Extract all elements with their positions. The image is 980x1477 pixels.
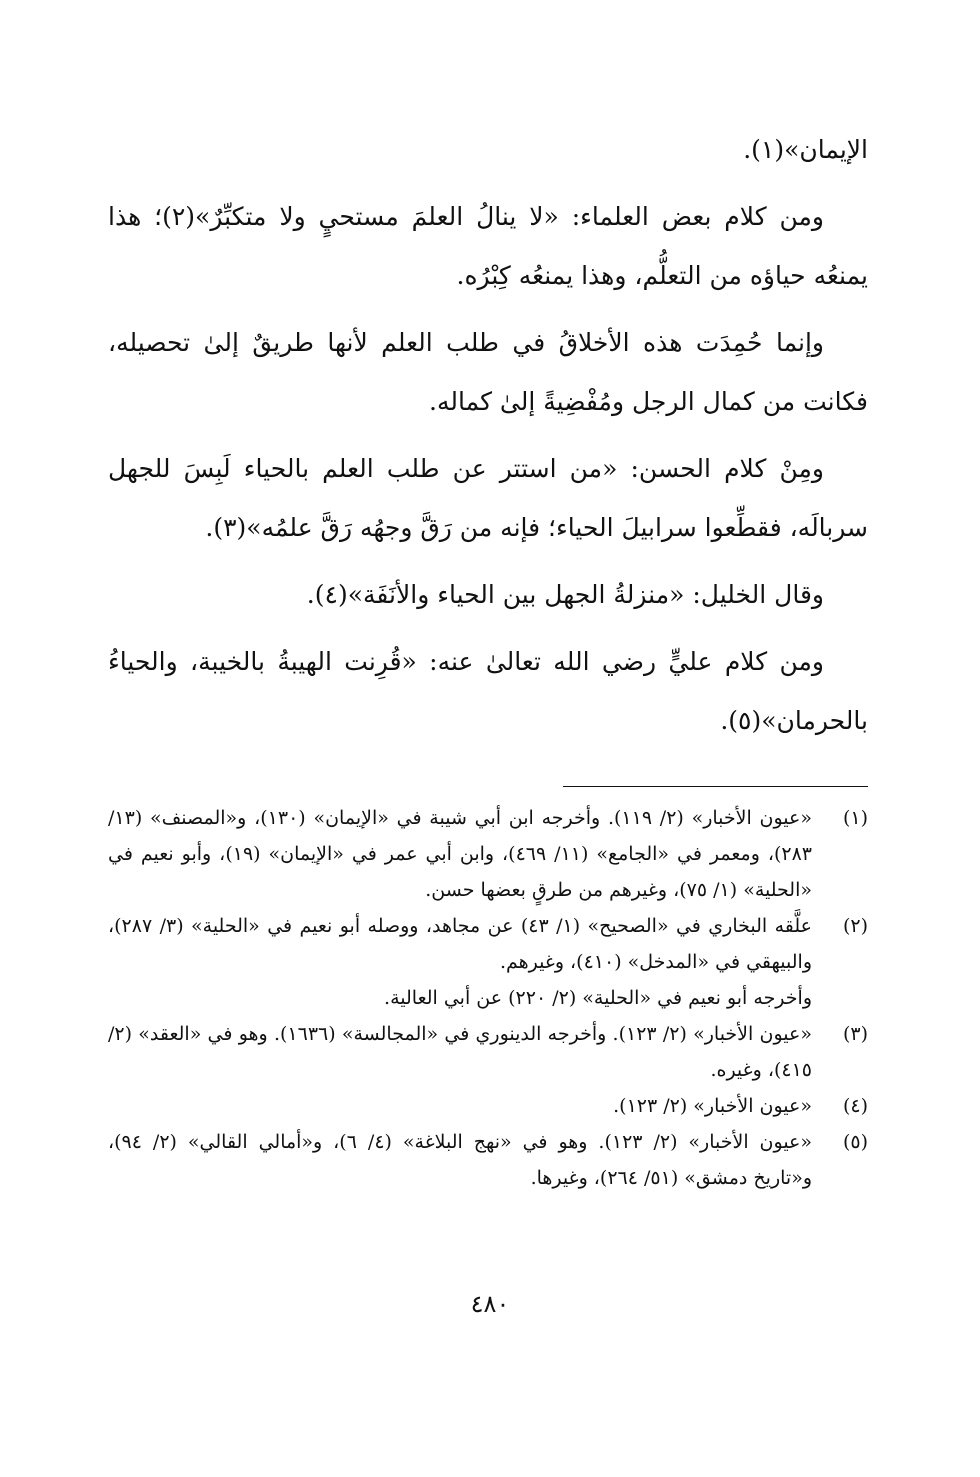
footnote-number: (٥) <box>842 1131 868 1153</box>
paragraph: ومن كلام عليٍّ رضي الله تعالىٰ عنه: «قُرِنت الهيبةُ بالخيبة، والحياءُ بالحرمان»(٥). <box>108 647 868 735</box>
footnote-line: «عيون الأخبار» (٢/ ١١٩). وأخرجه ابن أبي شيبة في «الإيمان» (١٣٠)، و«المصنف» (١٣/ ٢٨٣)، ومعمر في «الجامع» (١١/ ٤٦٩)، وابن أبي عمر في «الإيمان» (١٩)، وأبو نعيم في «الحلية» (١/ ٧٥)، وغيرهم من طرقٍ بعضها حسن. <box>108 807 813 901</box>
footnote-number: (٢) <box>842 915 868 937</box>
footnote-number: (٤) <box>842 1095 868 1117</box>
footnote <box>108 1124 868 1196</box>
footnote-line: «عيون الأخبار» (٢/ ١٢٣). وهو في «نهج البلاغة» (٤/ ٦)، و«أمالي القالي» (٢/ ٩٤)، و«تاريخ دمشق» (٥١/ ٢٦٤)، وغيرها. <box>108 1131 813 1189</box>
footnote-text <box>108 1088 812 1124</box>
footnote-line: وأخرجه أبو نعيم في «الحلية» (٢/ ٢٢٠) عن أبي العالية. <box>384 987 812 1009</box>
footnotes <box>108 800 868 1196</box>
paragraph: ومِنْ كلام الحسن: «من استتر عن طلب العلم بالحياء لَبِسَ للجهل سربالَه، فقطِّعوا سرابيلَ الحياء؛ فإنه من رَقَّ وجهُه رَقَّ علمُه»(٣). <box>108 454 868 542</box>
footnote-divider <box>563 786 868 787</box>
footnote-line: «عيون الأخبار» (٢/ ١٢٣). وأخرجه الدينوري في «المجالسة» (١٦٣٦). وهو في «العقد» (٢/ ٤١٥)، وغيره. <box>108 1023 812 1081</box>
footnote-line: «عيون الأخبار» (٢/ ١٢٣). <box>613 1095 812 1117</box>
footnote-text <box>108 1124 812 1196</box>
paragraph: وقال الخليل: «منزلةُ الجهل بين الحياء والأنَفَة»(٤). <box>306 580 824 609</box>
footnote-line: علَّقه البخاري في «الصحيح» (١/ ٤٣) عن مجاهد، ووصله أبو نعيم في «الحلية» (٣/ ٢٨٧)، والبيهقي في «المدخل» (٤١٠)، وغيرهم. <box>108 915 813 973</box>
footnote <box>108 1088 868 1124</box>
main-text <box>108 120 868 758</box>
page-number: ٤٨٠ <box>470 1290 510 1318</box>
paragraph-continuation: الإيمان»(١). <box>743 135 868 164</box>
footnote <box>108 908 868 1016</box>
footnote-text <box>108 1016 812 1088</box>
footnote <box>108 1016 868 1088</box>
footnote-text <box>108 908 812 1016</box>
footnote <box>108 800 868 908</box>
paragraph: وإنما حُمِدَت هذه الأخلاقُ في طلب العلم لأنها طريقٌ إلىٰ تحصيله، فكانت من كمال الرجل ومُفْضِيةً إلىٰ كماله. <box>108 328 868 416</box>
footnote-number: (١) <box>842 807 868 829</box>
footnote-text <box>108 800 812 908</box>
paragraph: ومن كلام بعض العلماء: «لا ينالُ العلمَ مستحيٍ ولا متكبِّرٌ»(٢)؛ هذا يمنعُه حياؤه من التعلُّم، وهذا يمنعُه كِبْرُه. <box>108 202 868 290</box>
footnote-number: (٣) <box>842 1023 868 1045</box>
